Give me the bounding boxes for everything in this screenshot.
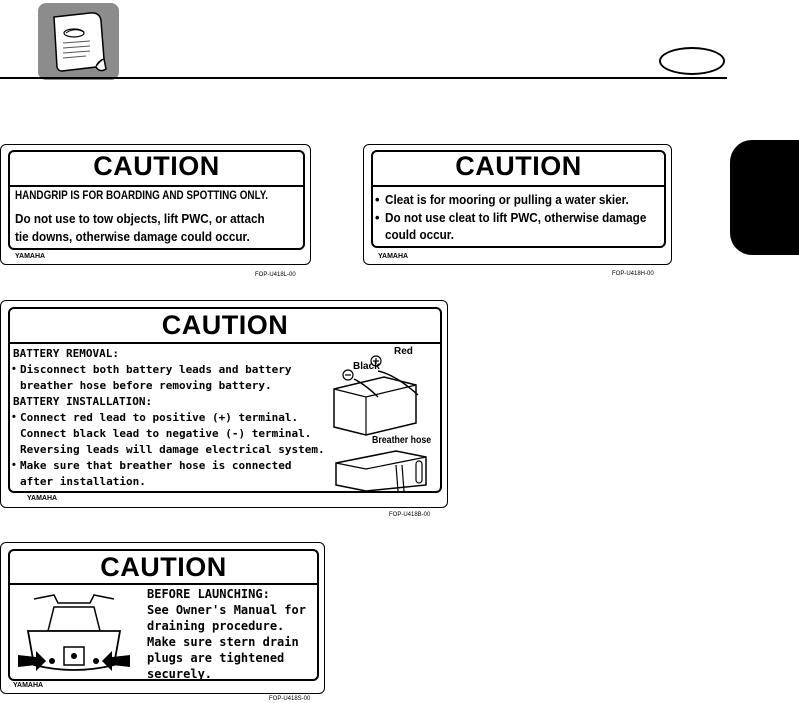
label-text: plugs are tightened	[147, 651, 285, 665]
header-rule	[0, 77, 727, 79]
label-text: Make sure that breather hose is connected	[20, 459, 292, 472]
label-text: See Owner's Manual for	[147, 603, 306, 617]
label-text: could occur.	[385, 227, 454, 242]
label-text: Connect black lead to negative (-) terminal.	[20, 427, 312, 440]
brand-text: YAMAHA	[378, 253, 409, 260]
label-text: after installation.	[20, 475, 146, 488]
caution-heading: CAUTION	[161, 310, 289, 340]
label-text: draining procedure.	[147, 619, 285, 633]
stern-drain-diagram	[14, 587, 134, 681]
label-text: Connect red lead to positive (+) terminal.	[20, 411, 299, 424]
label-text: Make sure stern drain	[147, 635, 299, 649]
label-text: tie downs, otherwise damage could occur.	[15, 229, 250, 244]
part-code: FOP-U418H-00	[612, 271, 654, 277]
label-text: BATTERY INSTALLATION:	[13, 395, 153, 408]
label-text: HANDGRIP IS FOR BOARDING AND SPOTTING ONLY.	[15, 190, 268, 202]
label-text: BEFORE LAUNCHING:	[147, 587, 270, 601]
section-tab	[730, 140, 799, 255]
diagram-label-hose: Breather hose	[372, 435, 432, 446]
caution-label-cleat: CAUTION • Cleat is for mooring or pulling a water skier. • Do not use cleat to lift PWC, otherwise damage could occur. YAMAHA FOP-U418H-00	[363, 144, 672, 265]
caution-label-handgrip	[0, 144, 311, 278]
brand-text: YAMAHA	[15, 253, 46, 260]
diagram-label-black: Black	[353, 361, 380, 372]
caution-heading: CAUTION	[93, 151, 220, 181]
part-code: FOP-U418B-00	[389, 512, 431, 518]
label-text: Reversing leads will damage electrical system.	[20, 443, 325, 456]
caution-label-battery: CAUTION BATTERY REMOVAL: • Disconnect both battery leads and battery breather hose before removing battery. BATTERY INSTALLATION: • Connect red lead to positive (+) terminal. Connect black lead to negative (-) terminal. Reversing leads will damage electrical system. • Make sure that breather hose is connected after installation. Red Black Breather hose YAMAHA FOP-U418B-00	[0, 300, 448, 508]
brand-text: YAMAHA	[27, 495, 58, 502]
part-code: FOP-U418L-00	[255, 272, 296, 278]
label-text: Do not use to tow objects, lift PWC, or attach	[15, 211, 265, 226]
battery-diagram	[326, 345, 440, 491]
diagram-label-red: Red	[394, 346, 413, 357]
brand-text: YAMAHA	[13, 682, 44, 689]
manual-icon	[38, 3, 119, 80]
label-text: securely.	[147, 667, 213, 681]
label-text: breather hose before removing battery.	[20, 379, 272, 392]
caution-label-launching	[0, 542, 325, 702]
label-text: Disconnect both battery leads and battery	[20, 363, 292, 376]
caution-heading: CAUTION	[100, 552, 227, 582]
label-text: Cleat is for mooring or pulling a water skier.	[385, 192, 629, 207]
language-badge	[659, 47, 725, 75]
caution-heading: CAUTION	[455, 151, 582, 181]
label-text: BATTERY REMOVAL:	[13, 347, 119, 360]
label-text: Do not use cleat to lift PWC, otherwise damage	[385, 210, 647, 225]
part-code: FOP-U418S-00	[269, 696, 311, 702]
